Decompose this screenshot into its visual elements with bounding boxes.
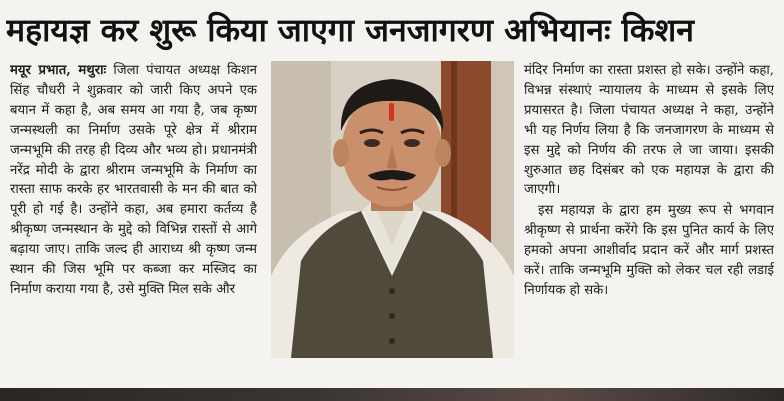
left-paragraph: [10, 61, 257, 300]
bottom-border: [0, 388, 784, 401]
portrait-photo-icon: [271, 61, 514, 358]
article-column-left: [10, 61, 257, 371]
right-paragraph-1: मंदिर निर्माण का रास्ता प्रशस्त हो सके। उन्होंने कहा, विभन्न संस्थाएं न्यायालय के माध्यम से इसके लिए प्रयासरत है। जिला पंचायत अध्यक्ष ने कहा, उन्होंने भी यह निर्णय लिया है कि जनजागरण के माध्यम से इस मुद्दे को निर्णय की तरफ ले जा जाया। इसकी शुरुआत छह दिसंबर को एक महायज्ञ के द्वारा की जाएगी।: [524, 63, 774, 198]
left-column-text: जिला पंचायत अध्यक्ष किशन सिंह चौधरी ने शुक्रवार को जारी किए अपने एक बयान में कहा है, अब समय आ गया है, जब कृष्ण जन्मस्थली का निर्माण उसके पूरे क्षेत्र में श्रीराम जन्मभूमि की तरह ही दिव्य और भव्य हो। प्रधानमंत्री नरेंद्र मोदी के द्वारा श्रीराम जन्मभूमि के निर्माण का रास्ता साफ करके हर भारतवासी के मन की बात को पूरी हो गई है। उन्होंने कहा, अब हमारा कर्तव्य है श्रीकृष्ण जन्मस्थान के मुद्दे को विभिन्न रास्तों से आगे बढ़ाया जाए। ताकि जल्द ही आराध्य श्री कृष्ण जन्म स्थान की जिस भूमि पर कब्जा कर मस्जिद का निर्माण कराया गया है, उसे मुक्ति मिल सके और: [10, 63, 257, 297]
byline: मयूर प्रभात, मथुराः: [10, 63, 107, 78]
headline: महायज्ञ कर शुरू किया जाएगा जनजागरण अभियानः किशन: [6, 11, 694, 49]
article-column-right: [524, 61, 774, 371]
right-paragraph-2: इस महायज्ञ के द्वारा हम मुख्य रूप से भगवान श्रीकृष्ण से प्रार्थना करेंगे कि इस पुनित कार्य के लिए हमको अपना आशीर्वाद प्रदान करें और मार्ग प्रशस्त करें। ताकि जन्मभूमि मुक्ति को लेकर चल रही लडाई निर्णायक हो सके।: [524, 203, 774, 298]
